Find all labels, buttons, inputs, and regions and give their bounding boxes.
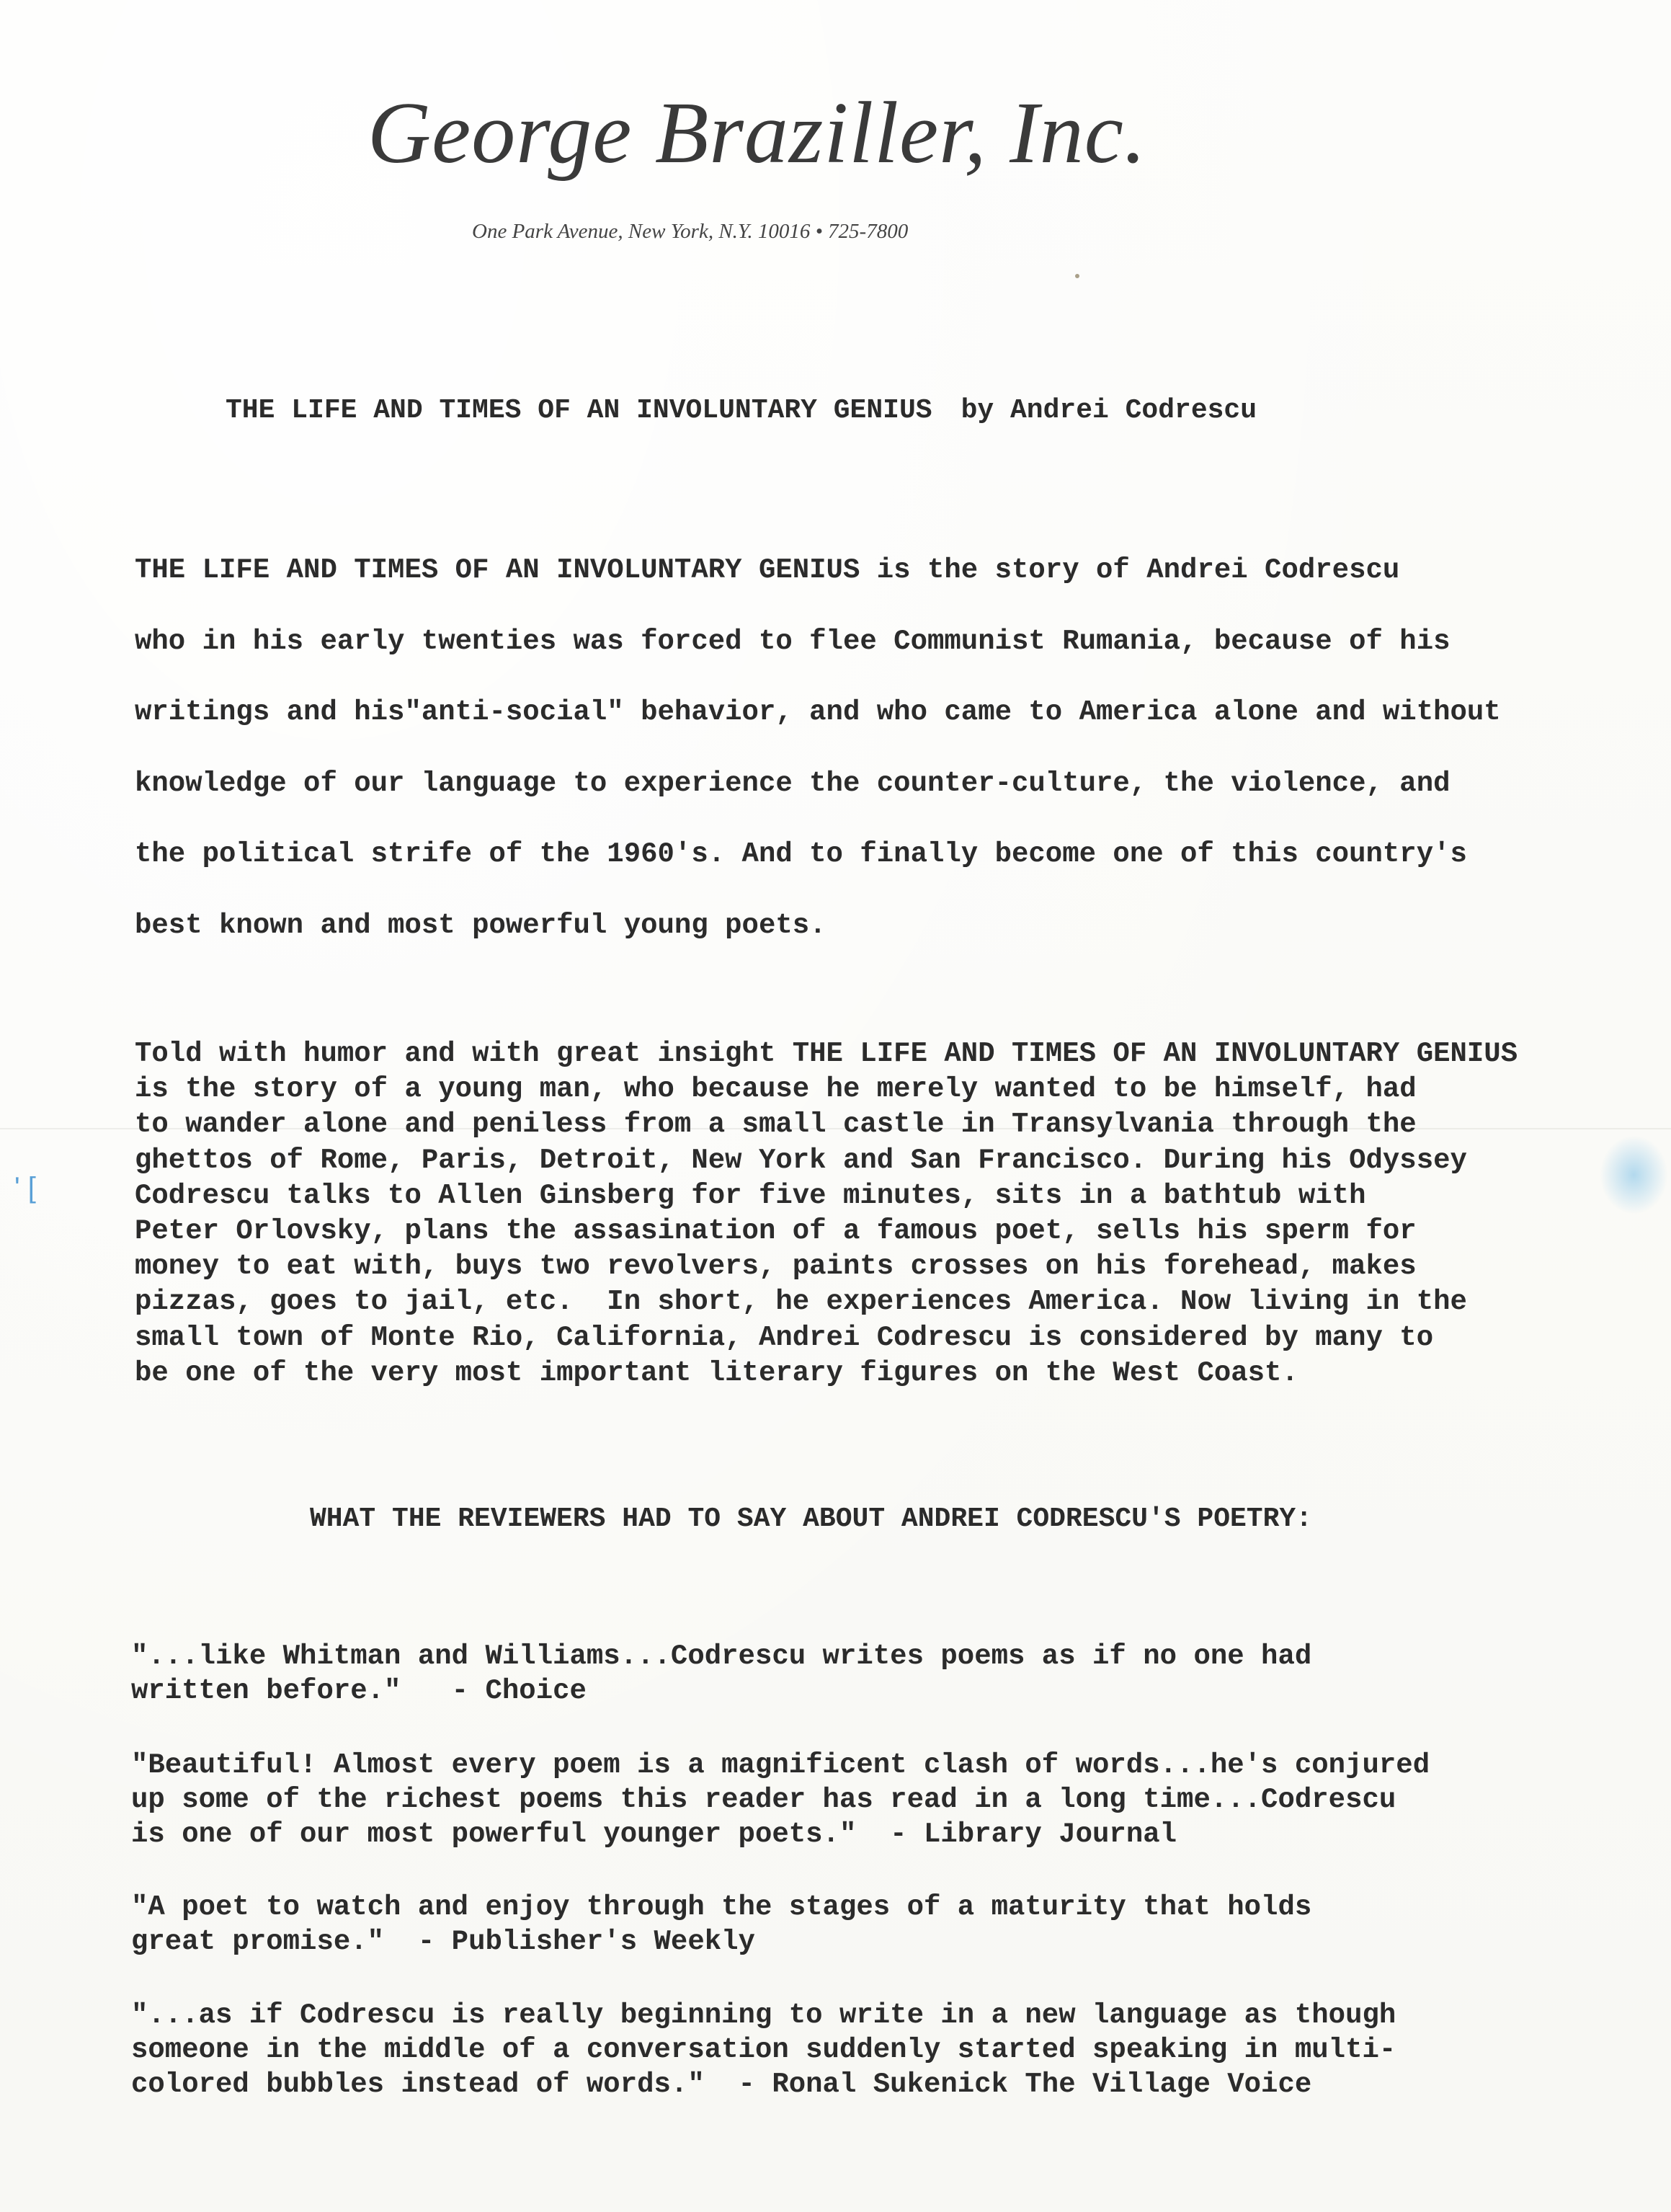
quote-line: "...as if Codrescu is really beginning to write in a new language as though <box>131 1999 1396 2031</box>
quote-line: great promise." - Publisher's Weekly <box>131 1926 755 1958</box>
letterhead-address: One Park Avenue, New York, N.Y. 10016 • 725-7800 <box>472 220 909 243</box>
quote-line: "Beautiful! Almost every poem is a magnificent clash of words...he's conjured <box>131 1749 1430 1781</box>
paper-speck <box>1075 274 1079 278</box>
document-title <box>226 395 1257 426</box>
paragraph-line: THE LIFE AND TIMES OF AN INVOLUNTARY GENIUS is the story of Andrei Codrescu <box>135 554 1400 586</box>
review-quote-village-voice <box>131 1998 1644 2102</box>
review-quote-publishers-weekly <box>131 1890 1644 1959</box>
quote-line: someone in the middle of a conversation suddenly started speaking in multi- <box>131 2034 1396 2066</box>
paragraph-line: writings and his"anti-social" behavior, and who came to America alone and without <box>135 696 1501 728</box>
paragraph-line: who in his early twenties was forced to flee Communist Rumania, because of his <box>135 625 1451 657</box>
paragraph-line: is the story of a young man, who because he merely wanted to be himself, had <box>135 1073 1417 1106</box>
paragraph-line: to wander alone and peniless from a small castle in Transylvania through the <box>135 1109 1417 1141</box>
paragraph-line: ghettos of Rome, Paris, Detroit, New York and San Francisco. During his Odyssey <box>135 1144 1467 1176</box>
margin-ink-mark: ' [ <box>14 1172 36 1204</box>
paragraph-line: Codrescu talks to Allen Ginsberg for five minutes, sits in a bathtub with <box>135 1179 1366 1212</box>
reviewers-heading: WHAT THE REVIEWERS HAD TO SAY ABOUT ANDREI CODRESCU'S POETRY: <box>310 1503 1313 1534</box>
paragraph-line: best known and most powerful young poets. <box>135 909 826 941</box>
quote-line: written before." - Choice <box>131 1675 587 1707</box>
paragraph-line: the political strife of the 1960's. And to finally become one of this country's <box>135 838 1467 870</box>
review-quote-library-journal <box>131 1748 1644 1852</box>
book-title: THE LIFE AND TIMES OF AN INVOLUNTARY GENIUS <box>226 395 932 426</box>
paragraph-line: knowledge of our language to experience the counter-culture, the violence, and <box>135 767 1451 799</box>
paragraph-line: be one of the very most important literary figures on the West Coast. <box>135 1356 1298 1389</box>
quote-line: is one of our most powerful younger poets." - Library Journal <box>131 1818 1177 1850</box>
intro-paragraph <box>135 535 1634 961</box>
quote-line: "A poet to watch and enjoy through the stages of a maturity that holds <box>131 1891 1312 1923</box>
quote-line: "...like Whitman and Williams...Codrescu writes poems as if no one had <box>131 1640 1312 1672</box>
paragraph-line: Told with humor and with great insight THE LIFE AND TIMES OF AN INVOLUNTARY GENIUS <box>135 1038 1518 1070</box>
paragraph-line: small town of Monte Rio, California, Andrei Codrescu is considered by many to <box>135 1321 1434 1354</box>
quote-line: up some of the richest poems this reader has read in a long time...Codrescu <box>131 1784 1396 1816</box>
review-quote-choice <box>131 1639 1644 1708</box>
story-paragraph <box>135 1036 1648 1391</box>
paragraph-line: pizzas, goes to jail, etc. In short, he experiences America. Now living in the <box>135 1286 1467 1318</box>
paragraph-line: money to eat with, buys two revolvers, paints crosses on his forehead, makes <box>135 1251 1417 1283</box>
quote-line: colored bubbles instead of words." - Ronal Sukenick The Village Voice <box>131 2069 1312 2100</box>
letterhead-company-name: George Braziller, Inc. <box>367 84 1147 182</box>
paragraph-line: Peter Orlovsky, plans the assasination of a famous poet, sells his sperm for <box>135 1215 1417 1248</box>
author-byline: by Andrei Codrescu <box>961 395 1257 426</box>
ink-stain <box>1600 1135 1668 1214</box>
